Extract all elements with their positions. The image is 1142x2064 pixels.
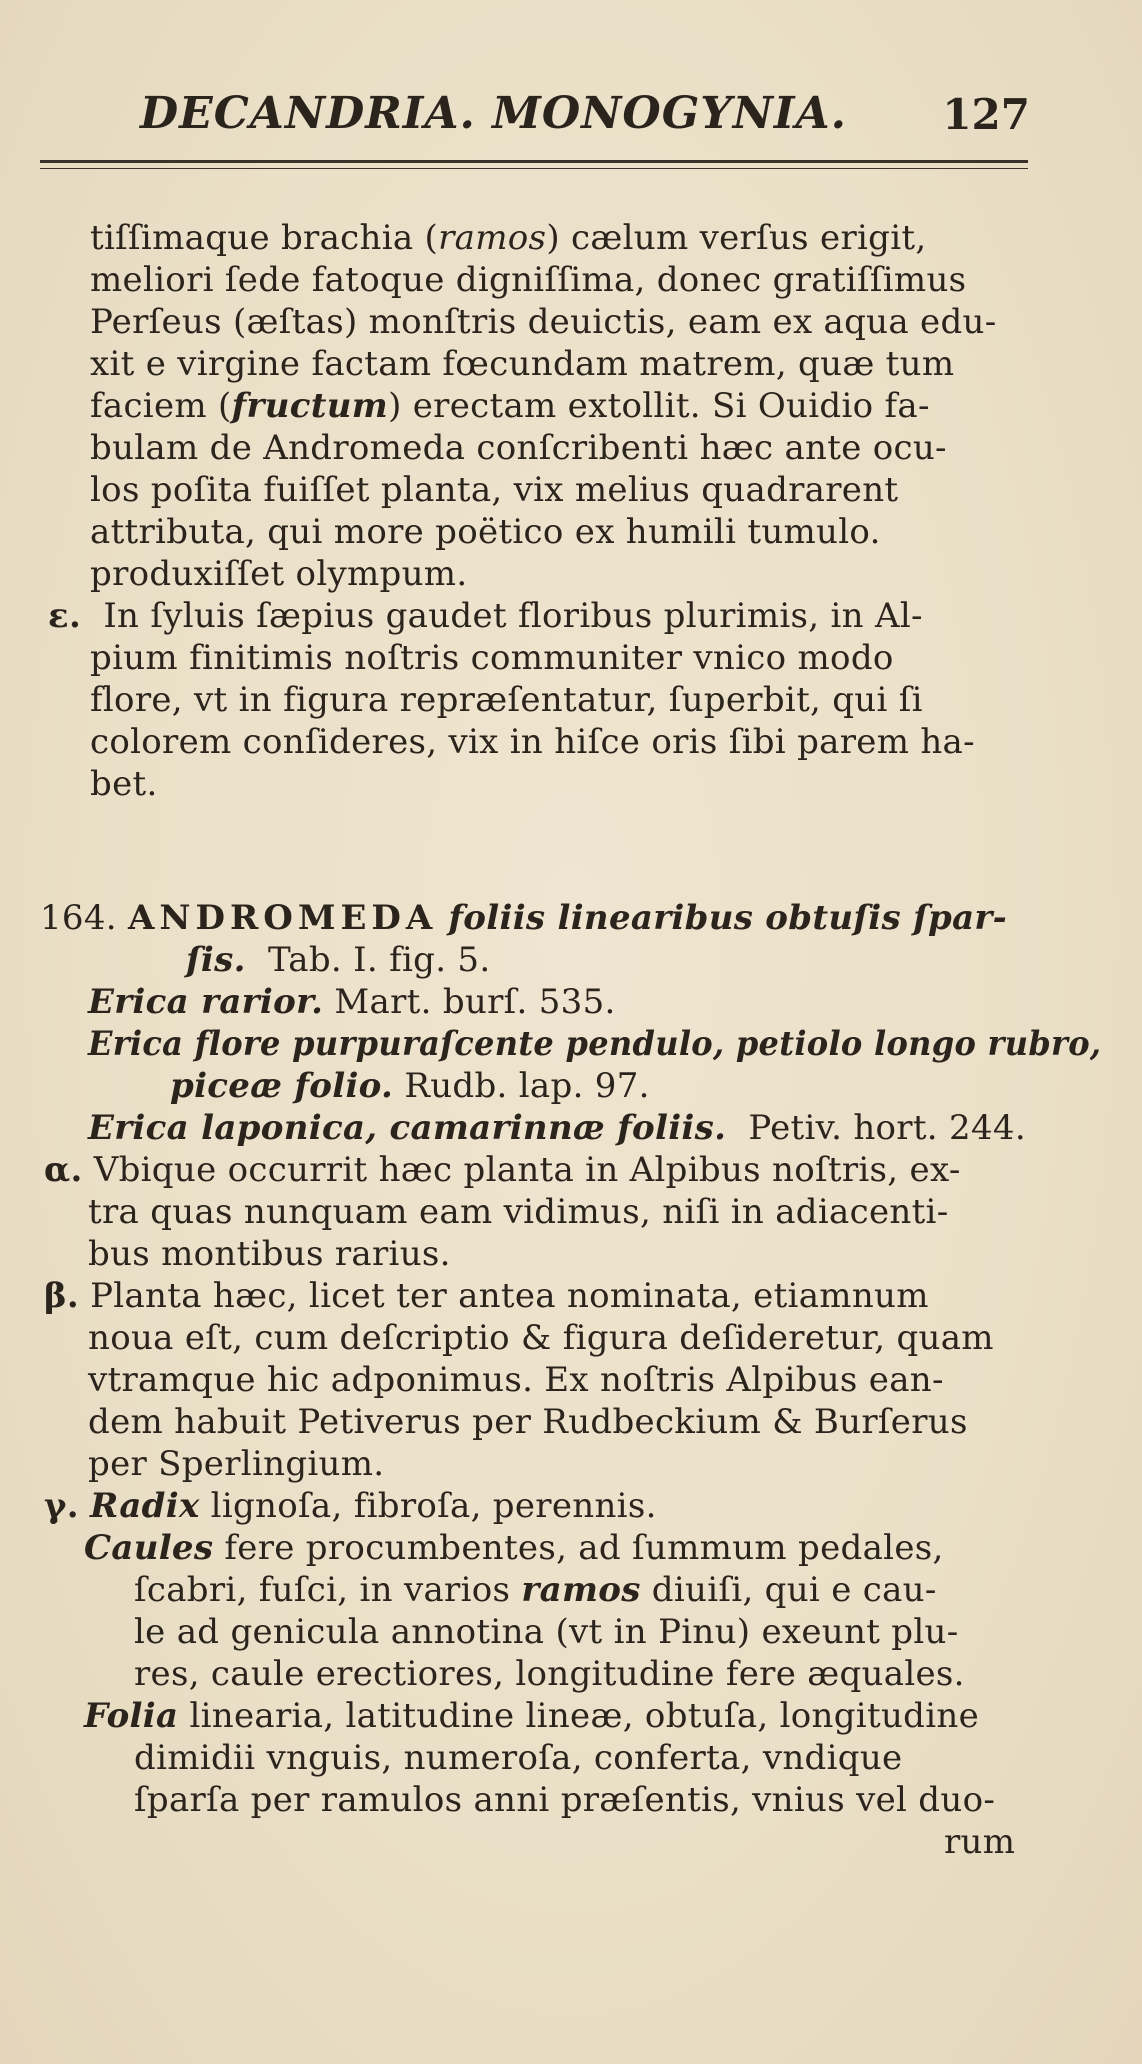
text-line: per Sperlingium.: [88, 1444, 385, 1484]
text-line: bet.: [90, 764, 158, 804]
text-line: meliori ſede fatoque digniſſima, donec gratiſſimus: [90, 260, 967, 300]
text-line: attributa, qui more poëtico ex humili tumulo.: [90, 512, 881, 552]
text-line: ε. In ſyluis ſæpius gaudet floribus plurimis, in Al-: [48, 596, 923, 636]
text-line: los poſita fuiſſet planta, vix melius quadrarent: [90, 470, 899, 510]
text-line: xit e virgine factam fœcundam matrem, quæ tum: [90, 344, 955, 384]
text-line: pium finitimis noſtris communiter vnico modo: [90, 638, 894, 678]
header-rule: [40, 160, 1028, 169]
variety-marker: α.: [44, 1150, 83, 1190]
text-line: tra quas nunquam eam vidimus, niſi in adiacenti-: [88, 1192, 949, 1232]
variety-marker: β.: [44, 1276, 80, 1316]
text-line: vtramque hic adponimus. Ex noſtris Alpibus ean-: [88, 1360, 944, 1400]
text-line: ſparſa per ramulos anni præſentis, vnius vel duo-: [134, 1780, 996, 1820]
text-line: bus montibus rarius.: [88, 1234, 451, 1274]
species-heading: 164. ANDROMEDA foliis linearibus obtuſis ſpar-: [40, 898, 1008, 938]
variety-marker: ε.: [48, 596, 82, 636]
species-number: 164.: [40, 898, 117, 938]
text-line: β. Planta hæc, licet ter antea nominata, etiamnum: [44, 1276, 929, 1316]
text-line: α. Vbique occurrit hæc planta in Alpibus noſtris, ex-: [44, 1150, 961, 1190]
text-line: noua eſt, cum deſcriptio & figura deſideretur, quam: [88, 1318, 994, 1358]
text-line: produxiſſet olympum.: [90, 554, 468, 594]
text-line: bulam de Andromeda conſcribenti hæc ante ocu-: [90, 428, 947, 468]
text-line: ſis. Tab. I. fig. 5.: [186, 940, 491, 980]
catchword: rum: [944, 1822, 1016, 1862]
genus-name: ANDROMEDA: [128, 898, 438, 938]
page-number: 127: [942, 90, 1030, 139]
text-line: dimidii vnguis, numeroſa, conferta, vndique: [134, 1738, 903, 1778]
text-line: tiſſimaque brachia (ramos) cælum verſus erigit,: [90, 218, 927, 258]
synonym-line: Erica rarior. Mart. burſ. 535.: [88, 982, 616, 1022]
text-line: Perſeus (æſtas) monſtris deuictis, eam ex aqua edu-: [90, 302, 997, 342]
running-title: DECANDRIA. MONOGYNIA.: [140, 88, 847, 139]
text-line: γ. Radix lignoſa, fibroſa, perennis.: [44, 1486, 657, 1526]
text-line: ſcabri, fuſci, in varios ramos diuiſi, qui e cau-: [134, 1570, 937, 1610]
text-line: faciem (fructum) erectam extollit. Si Ouidio fa-: [90, 386, 930, 426]
text-line: flore, vt in figura repræſentatur, ſuperbit, qui ſi: [90, 680, 923, 720]
synonym-line: Erica laponica, camarinnæ foliis. Petiv. hort. 244.: [88, 1108, 1026, 1148]
text-line: colorem conſideres, vix in hiſce oris ſibi parem ha-: [90, 722, 975, 762]
text-line: le ad genicula annotina (vt in Pinu) exeunt plu-: [134, 1612, 959, 1652]
variety-marker: γ.: [44, 1486, 79, 1526]
text-line: res, caule erectiores, longitudine fere æquales.: [134, 1654, 965, 1694]
synonym-line: piceæ folio. Rudb. lap. 97.: [170, 1066, 650, 1106]
text-line: dem habuit Petiverus per Rudbeckium & Burſerus: [88, 1402, 968, 1442]
text-line: Caules fere procumbentes, ad ſummum pedales,: [84, 1528, 944, 1568]
text-line: Folia linearia, latitudine lineæ, obtuſa, longitudine: [84, 1696, 979, 1736]
synonym-line: Erica flore purpuraſcente pendulo, petiolo longo rubro,: [88, 1024, 1102, 1064]
running-header: [140, 88, 1040, 148]
